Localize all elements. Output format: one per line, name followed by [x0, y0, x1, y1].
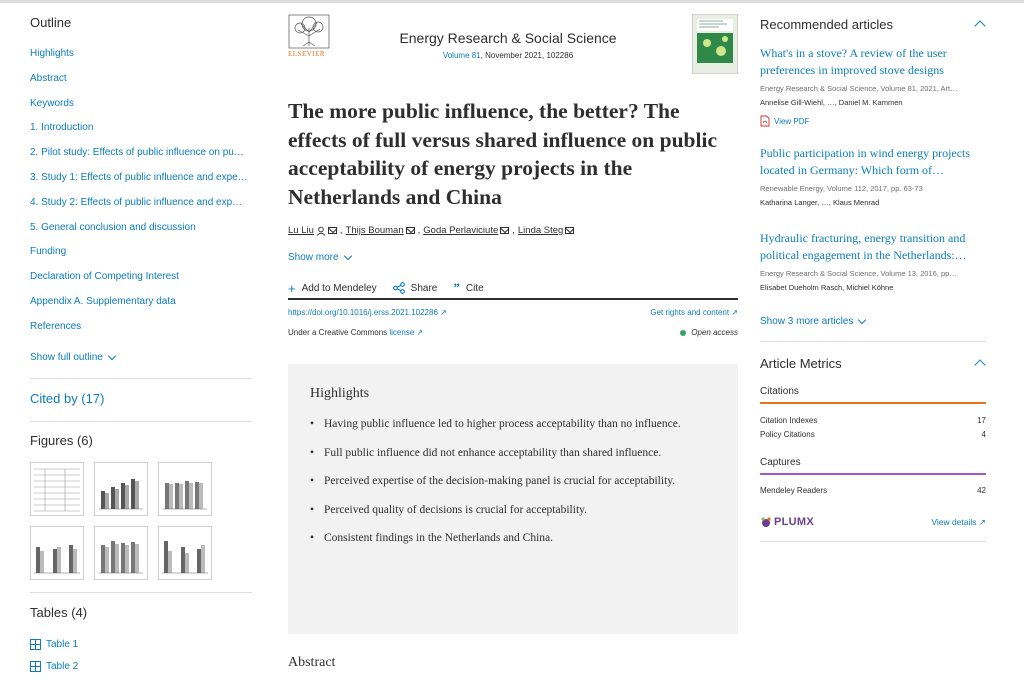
recommended-title: Recommended articles	[760, 17, 893, 32]
recommended-article-link[interactable]: What's in a stove? A review of the user preferences in improved stove designs	[760, 46, 947, 77]
author-name: Lu Liu	[288, 225, 314, 236]
outline-item[interactable]: 4. Study 2: Effects of public influence and exp…	[30, 196, 243, 208]
author-link[interactable]	[423, 225, 509, 236]
table-link[interactable]	[30, 639, 78, 650]
show-more-articles-button[interactable]	[760, 316, 865, 327]
chevron-down-icon	[858, 316, 866, 324]
top-border	[0, 0, 1024, 3]
metric-label: Citation Indexes	[760, 416, 818, 425]
add-to-mendeley-button[interactable]	[288, 281, 377, 296]
outline-item[interactable]: 2. Pilot study: Effects of public influence on pu…	[30, 147, 244, 159]
chevron-down-icon	[343, 252, 351, 260]
divider	[30, 421, 252, 422]
recommended-article-authors: Katharina Langer, …, Klaus Menrad	[760, 198, 880, 207]
author-name: Goda Perlaviciute	[423, 225, 499, 236]
tables-title: Tables (4)	[30, 605, 88, 620]
volume-link[interactable]: Volume 81	[442, 51, 481, 60]
plumx-logo	[760, 516, 814, 528]
figure-thumbnail[interactable]	[158, 526, 212, 580]
author-list: Lu Liu , Thijs Bouman , Goda Perlaviciute , Linda Steg	[288, 225, 574, 236]
publisher-name: ELSEVIER	[288, 50, 326, 58]
email-icon	[328, 227, 337, 234]
share-icon	[393, 282, 405, 294]
bar-chart-icon	[31, 527, 83, 579]
abstract-title: Abstract	[288, 655, 336, 670]
journal-meta	[348, 51, 668, 60]
article-actions	[288, 280, 484, 296]
metrics-title: Article Metrics	[760, 356, 842, 371]
outline-item[interactable]: Appendix A. Supplementary data	[30, 295, 176, 307]
divider	[760, 341, 986, 342]
metric-row	[760, 430, 986, 439]
author-link[interactable]	[346, 225, 415, 236]
open-access-dot-icon	[680, 330, 686, 336]
outline-item[interactable]: 3. Study 1: Effects of public influence and expe…	[30, 171, 248, 183]
license-link[interactable]: license	[389, 328, 415, 337]
recommended-article-link[interactable]: Hydraulic fracturing, energy transition and political engagement in the Netherlands:…	[760, 231, 967, 262]
open-access-label: Open access	[691, 328, 738, 337]
license-prefix: Under a Creative Commons	[288, 328, 390, 337]
show-more-button[interactable]	[288, 252, 351, 263]
figures-grid	[30, 462, 252, 580]
email-icon	[406, 227, 415, 234]
journal-cover-image	[693, 15, 737, 73]
outline-title: Outline	[30, 15, 72, 30]
author-name: Thijs Bouman	[345, 225, 404, 236]
outline-item[interactable]: Keywords	[30, 97, 74, 109]
doi-link[interactable]	[288, 308, 447, 317]
show-full-outline-button[interactable]	[30, 352, 115, 363]
highlight-item: • Perceived expertise of the decision-making panel is crucial for acceptability.	[310, 473, 700, 490]
chevron-up-icon[interactable]	[974, 20, 985, 31]
recommended-article-source: Energy Research & Social Science, Volume 81, 2021, Art…	[760, 84, 958, 93]
pdf-icon	[760, 115, 770, 127]
table-link-label: Table 2	[46, 661, 79, 672]
citations-label: Citations	[760, 386, 799, 397]
view-pdf-link[interactable]	[760, 115, 986, 127]
table-link[interactable]	[30, 661, 78, 672]
external-link-icon: ↗	[416, 328, 424, 337]
table-icon	[30, 639, 41, 650]
recommended-article-link[interactable]: Public participation in wind energy projects located in Germany: Which form of…	[760, 146, 971, 177]
figure-thumbnail[interactable]	[94, 462, 148, 516]
cited-by-link[interactable]: Cited by (17)	[30, 391, 105, 406]
show-more-label: Show more	[288, 252, 339, 263]
plumx-label: PLUMX	[774, 516, 814, 528]
actions-divider	[288, 298, 738, 300]
rights-link[interactable]	[650, 308, 738, 317]
quote-icon: ”	[453, 280, 460, 295]
highlight-item: • Having public influence led to higher process acceptability than no influence.	[310, 416, 700, 433]
figures-title: Figures (6)	[30, 433, 93, 448]
captures-bar	[760, 473, 986, 475]
plumx-icon	[760, 516, 772, 528]
view-pdf-label: View PDF	[774, 116, 810, 126]
author-link[interactable]	[518, 225, 574, 236]
outline-item[interactable]: Highlights	[30, 48, 74, 59]
metric-row	[760, 486, 986, 495]
share-label: Share	[410, 282, 438, 294]
table-icon	[30, 661, 41, 672]
metric-value: 17	[977, 416, 986, 425]
show-more-articles-label: Show 3 more articles	[760, 316, 854, 327]
plus-icon: +	[288, 280, 296, 296]
table-figure-icon	[31, 463, 83, 515]
figure-thumbnail[interactable]	[94, 526, 148, 580]
chevron-down-icon	[108, 352, 116, 360]
issue-meta: , November 2021, 102286	[480, 51, 574, 60]
outline-list	[30, 48, 252, 346]
email-icon	[565, 227, 574, 234]
divider	[30, 592, 252, 593]
author-name: Linda Steg	[517, 225, 564, 236]
recommended-article-source: Energy Research & Social Science, Volume 13, 2016, pp…	[760, 269, 957, 278]
citations-bar	[760, 402, 986, 404]
outline-item[interactable]: Abstract	[30, 72, 67, 84]
metric-label: Mendeley Readers	[760, 486, 828, 495]
journal-name[interactable]: Energy Research & Social Science	[399, 30, 617, 46]
bar-chart-icon	[159, 527, 211, 579]
view-details-label: View details	[931, 517, 977, 527]
metric-value: 42	[977, 486, 986, 495]
figure-thumbnail[interactable]	[158, 462, 212, 516]
bar-chart-icon	[95, 527, 147, 579]
rights-text: Get rights and content	[650, 308, 730, 317]
cite-button[interactable]	[453, 280, 483, 296]
recommended-article-authors: Annelise Gill-Wiehl, …, Daniel M. Kammen	[760, 98, 903, 107]
add-to-mendeley-label: Add to Mendeley	[301, 282, 377, 294]
highlight-item: • Full public influence did not enhance acceptability than shared influence.	[310, 445, 700, 462]
recommended-article	[760, 145, 986, 207]
figure-thumbnail[interactable]	[30, 462, 84, 516]
captures-label: Captures	[760, 457, 801, 468]
divider	[760, 541, 986, 542]
recommended-article	[760, 230, 986, 292]
external-link-icon: ↗	[731, 308, 738, 317]
person-icon	[316, 226, 326, 236]
outline-item[interactable]: Declaration of Competing Interest	[30, 271, 179, 283]
article-title: The more public influence, the better? The effects of full versus shared influence on public acceptability of energy projects in the Netherlands and China	[288, 99, 718, 209]
highlights-box	[288, 364, 738, 634]
outline-item[interactable]: References	[30, 320, 82, 332]
cite-label: Cite	[465, 282, 484, 294]
highlights-list	[310, 416, 700, 559]
chevron-up-icon[interactable]	[974, 359, 985, 370]
metric-value: 4	[981, 430, 986, 439]
open-access-badge	[680, 328, 738, 337]
email-icon	[500, 227, 509, 234]
recommended-article-authors: Elisabet Dueholm Rasch, Michiel Köhne	[760, 283, 894, 292]
show-full-outline-label: Show full outline	[30, 352, 103, 363]
bar-chart-icon	[95, 463, 147, 515]
external-link-icon: ↗	[440, 308, 447, 317]
figure-thumbnail[interactable]	[30, 526, 84, 580]
outline-item[interactable]: Funding	[30, 246, 67, 258]
doi-text: https://doi.org/10.1016/j.erss.2021.102286	[288, 308, 438, 317]
share-button[interactable]	[393, 282, 438, 294]
highlight-item: • Perceived quality of decisions is crucial for acceptability.	[310, 502, 700, 519]
metric-row	[760, 416, 986, 425]
outline-item[interactable]: 5. General conclusion and discussion	[30, 221, 196, 233]
view-details-link[interactable]: View details ↗	[931, 517, 986, 527]
table-link-label: Table 1	[46, 639, 79, 650]
recommended-article	[760, 45, 986, 127]
license-notice	[288, 328, 423, 337]
recommended-article-source: Renewable Energy, Volume 112, 2017, pp. 63-73	[760, 184, 923, 193]
bar-chart-icon	[159, 463, 211, 515]
divider	[30, 378, 252, 379]
outline-item[interactable]: 1. Introduction	[30, 122, 94, 134]
author-link[interactable]	[288, 225, 337, 236]
highlights-title: Highlights	[310, 386, 370, 401]
highlight-item: • Consistent findings in the Netherlands and China.	[310, 530, 700, 547]
metric-label: Policy Citations	[760, 430, 815, 439]
journal-cover[interactable]	[692, 14, 738, 74]
